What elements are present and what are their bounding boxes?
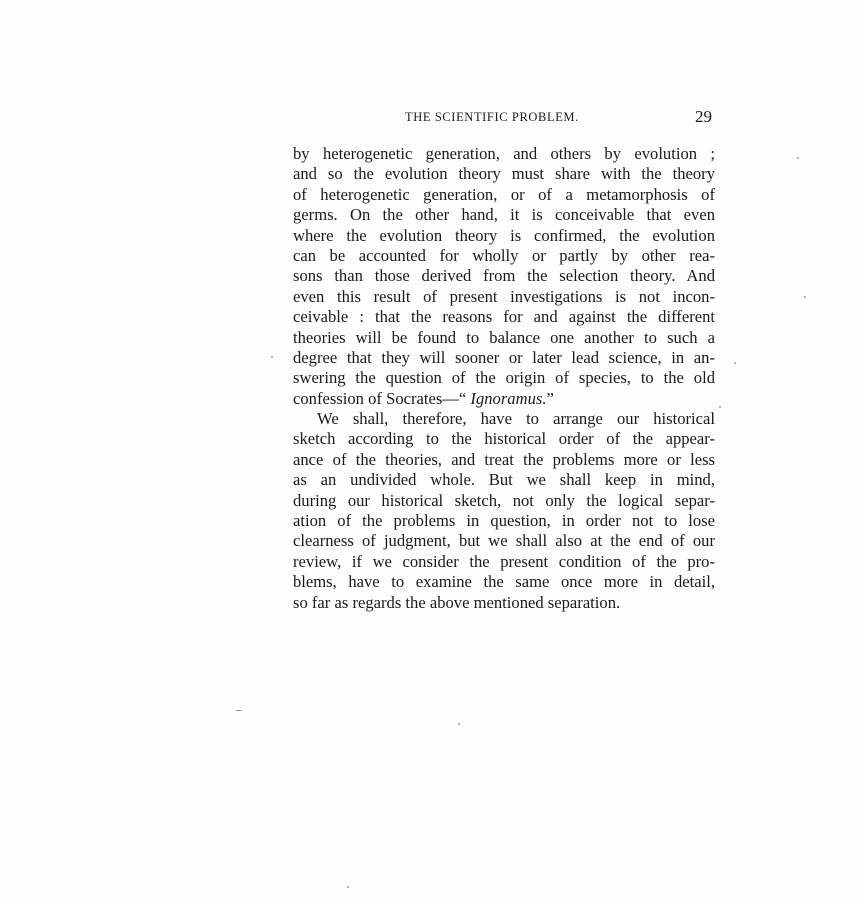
paragraph-2-line-1: We shall, therefore, have to arrange our historical [317,409,715,429]
scan-speck [797,157,799,159]
paragraph-2-line-6: ation of the problems in question, in order not to lose [293,511,715,531]
text-line-13-lead: confession of Socrates—“ [293,388,467,408]
paragraph-2-line-9: blems, have to examine the same once more in detail, [293,572,715,592]
scan-speck [458,723,460,725]
scan-speck [734,362,736,364]
text-line-8: even this result of present investigations is not incon- [293,286,715,306]
paragraph-2-line-10: so far as regards the above mentioned separation. [293,592,621,612]
quoted-word: Ignoramus. [470,388,547,408]
paragraph-2-line-5: during our historical sketch, not only the logical separ- [293,490,715,510]
paragraph-2-line-4: as an undivided whole. But we shall keep in mind, [293,470,715,490]
text-line-4: germs. On the other hand, it is conceivable that even [293,205,715,225]
paragraph-2-line-2: sketch according to the historical order of the appear- [293,429,715,449]
text-line-3: of heterogenetic generation, or of a metamorphosis of [293,184,715,204]
body-text [293,144,715,613]
page-number: 29 [695,107,712,126]
text-line-11: degree that they will sooner or later lead science, in an- [293,347,715,367]
paragraph-2-line-8: review, if we consider the present condition of the pro- [293,551,715,571]
text-line-5: where the evolution theory is confirmed, the evolution [293,225,715,245]
text-line-12: swering the question of the origin of species, to the old [293,368,715,388]
running-head [295,107,715,126]
text-line-9: ceivable : that the reasons for and against the different [293,307,715,327]
running-title: THE SCIENTIFIC PROBLEM. [405,110,579,124]
scan-speck [236,710,242,711]
text-line-6: can be accounted for wholly or partly by other rea- [293,245,715,265]
text-line-10: theories will be found to balance one another to such a [293,327,715,347]
text-line-1: by heterogenetic generation, and others by evolution ; [293,144,715,163]
text-line-13 [293,389,715,409]
scan-speck [347,886,349,888]
scan-speck [719,406,721,408]
scan-speck [271,356,273,358]
text-line-7: sons than those derived from the selection theory. And [293,266,715,286]
scan-speck [804,296,806,298]
paragraph-2-line-7: clearness of judgment, but we shall also at the end of our [293,531,715,551]
paragraph-2-line-3: ance of the theories, and treat the problems more or less [293,449,715,469]
closing-quote: ” [546,388,554,408]
text-line-2: and so the evolution theory must share with the theory [293,164,715,184]
